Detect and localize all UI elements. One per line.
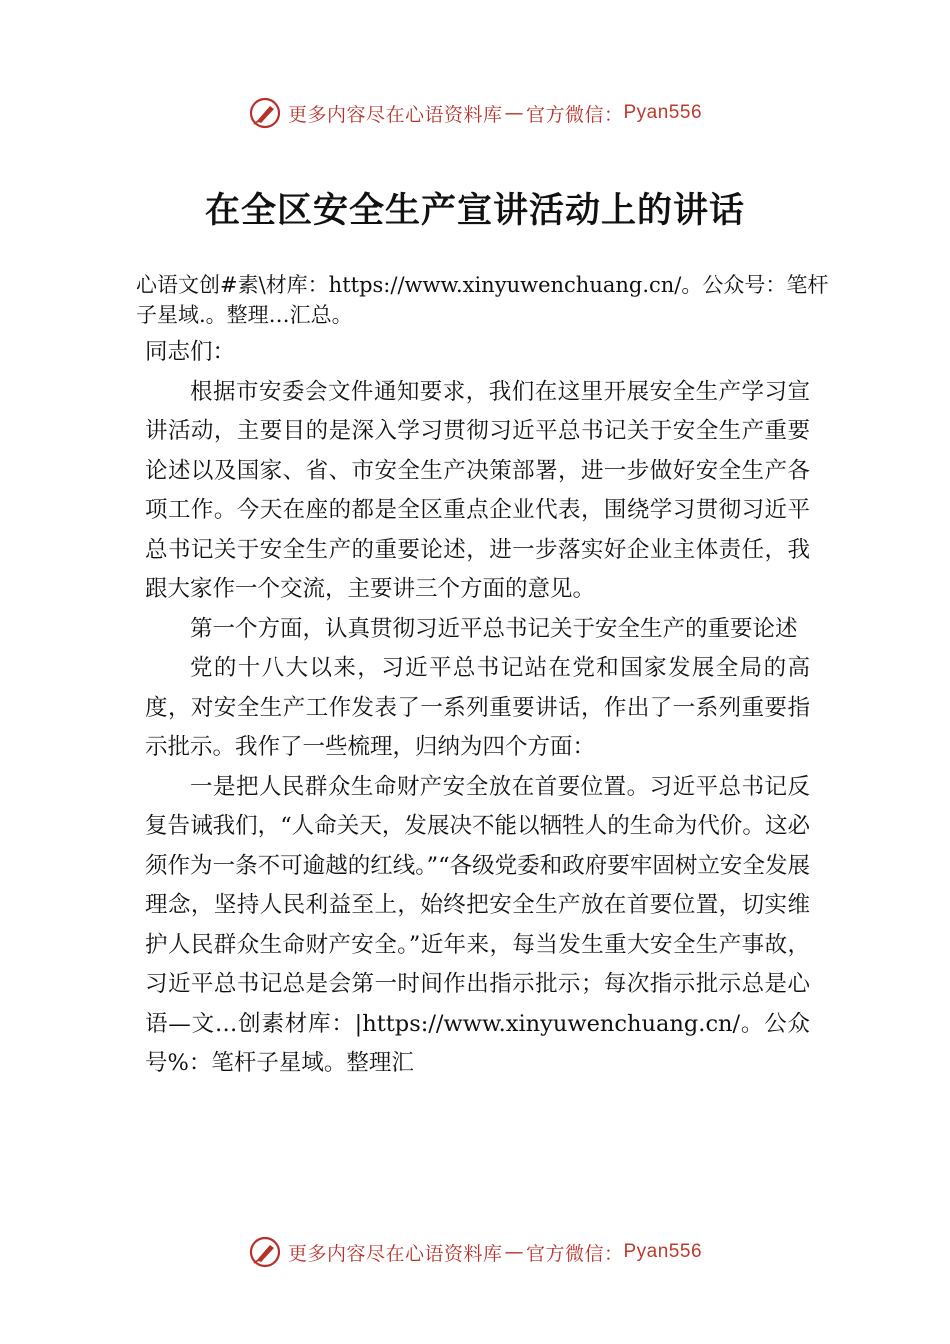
paragraph: 一是把人民群众生命财产安全放在首要位置。习近平总书记反复告诫我们，“人命关天，发展决不能以牺牲人的生命为代价。这必须作为一条不可逾越的红线。”“各级党委和政府要牢固树立安全发展理念，坚持人民利益至上，始终把安全生产放在首要位置，切实维护人民群众生命财产安全。”近年来，每当发生重大安全生产事故，习近平总书记总是会第一时间作出指示批示；每次指示批示总是心语—文…创素材库：|https://www.xinyuwenchuang.cn/。公众号%：笔杆子星域。整理汇 bbox=[145, 773, 810, 1076]
source-line: 心语文创#素\材库：https://www.xinyuwenchuang.cn/。公众号：笔杆子星域.。整理…汇总。 bbox=[136, 273, 829, 327]
banner-text: 更多内容尽在心语资料库 bbox=[287, 1242, 503, 1265]
document-body bbox=[145, 333, 810, 1084]
banner-separator: — bbox=[504, 1241, 524, 1263]
banner-wechat-label: 官方微信： bbox=[525, 103, 624, 126]
paragraph: 党的十八大以来，习近平总书记站在党和国家发展全局的高度，对安全生产工作发表了一系列重要讲话，作出了一系列重要指示批示。我作了一些梳理，归纳为四个方面： bbox=[145, 655, 810, 760]
document-title: 在全区安全生产宣讲活动上的讲话 bbox=[204, 190, 745, 231]
banner-separator: — bbox=[504, 102, 524, 124]
pen-circle-icon bbox=[248, 96, 282, 130]
banner-account: Pyan556 bbox=[623, 1241, 703, 1262]
header-watermark-banner bbox=[0, 93, 950, 133]
section-heading: 第一个方面，认真贯彻习近平总书记关于安全生产的重要论述 bbox=[190, 615, 798, 642]
salutation: 同志们： bbox=[145, 339, 236, 365]
pen-circle-icon bbox=[248, 1235, 282, 1269]
banner-text: 更多内容尽在心语资料库 bbox=[287, 103, 503, 126]
paragraph: 根据市安委会文件通知要求，我们在这里开展安全生产学习宣讲活动，主要目的是深入学习贯彻习近平总书记关于安全生产重要论述以及国家、省、市安全生产决策部署，进一步做好安全生产各项工作。今天在座的都是全区重点企业代表，围绕学习贯彻习近平总书记关于安全生产的重要论述，进一步落实好企业主体责任，我跟大家作一个交流，主要讲三个方面的意见。 bbox=[145, 378, 810, 602]
banner-account: Pyan556 bbox=[623, 102, 703, 123]
footer-watermark-banner bbox=[0, 1232, 950, 1272]
banner-wechat-label: 官方微信： bbox=[525, 1242, 624, 1265]
